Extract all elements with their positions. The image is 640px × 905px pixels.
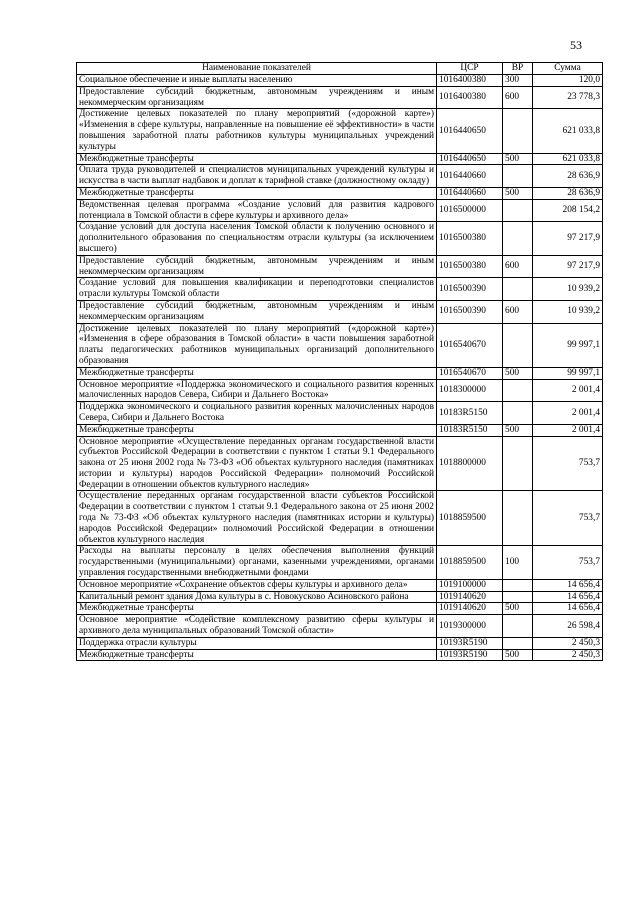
- table-row: [77, 591, 603, 603]
- row-vr-cell: [503, 379, 533, 402]
- table-row: [77, 153, 603, 165]
- table-row: [77, 491, 603, 546]
- row-csr-cell: 1016440660: [437, 165, 503, 188]
- row-csr-cell: 1016500000: [437, 199, 503, 222]
- row-name-cell: Поддержка отрасли культуры: [77, 637, 437, 649]
- row-sum-cell: 26 598,4: [533, 615, 603, 638]
- row-name-cell: Социальное обеспечение и иные выплаты населению: [77, 75, 437, 87]
- header-vr: ВР: [503, 63, 533, 75]
- row-vr-cell: 500: [503, 187, 533, 199]
- row-csr-cell: 1016500390: [437, 278, 503, 301]
- row-name-cell: Межбюджетные трансферты: [77, 424, 437, 436]
- row-vr-cell: [503, 323, 533, 367]
- table-header-row: [77, 63, 603, 75]
- row-csr-cell: 1018800000: [437, 436, 503, 491]
- row-vr-cell: 300: [503, 75, 533, 87]
- header-sum: Сумма: [533, 63, 603, 75]
- row-csr-cell: 1016440660: [437, 187, 503, 199]
- table-row: [77, 579, 603, 591]
- row-sum-cell: 120,0: [533, 75, 603, 87]
- row-name-cell: Межбюджетные трансферты: [77, 153, 437, 165]
- table-row: [77, 649, 603, 661]
- row-sum-cell: 99 997,1: [533, 367, 603, 379]
- row-sum-cell: 97 217,9: [533, 255, 603, 278]
- row-sum-cell: 753,7: [533, 491, 603, 546]
- row-vr-cell: 500: [503, 367, 533, 379]
- row-sum-cell: 621 033,8: [533, 153, 603, 165]
- row-name-cell: Предоставление субсидий бюджетным, автономным учреждениям и иным некоммерческим организациям: [77, 300, 437, 323]
- row-csr-cell: 10183R5150: [437, 402, 503, 425]
- table-row: [77, 424, 603, 436]
- row-vr-cell: 500: [503, 424, 533, 436]
- row-csr-cell: 1019100000: [437, 579, 503, 591]
- row-csr-cell: 1018859500: [437, 546, 503, 579]
- row-csr-cell: 1016540670: [437, 323, 503, 367]
- table-row: [77, 323, 603, 367]
- row-csr-cell: 1016540670: [437, 367, 503, 379]
- row-name-cell: Предоставление субсидий бюджетным, автономным учреждениям и иным некоммерческим организациям: [77, 86, 437, 109]
- row-sum-cell: 10 939,2: [533, 300, 603, 323]
- row-sum-cell: 2 001,4: [533, 379, 603, 402]
- row-name-cell: Предоставление субсидий бюджетным, автономным учреждениям и иным некоммерческим организациям: [77, 255, 437, 278]
- row-vr-cell: 600: [503, 86, 533, 109]
- row-vr-cell: [503, 579, 533, 591]
- row-name-cell: Создание условий для доступа населения Томской области к получению основного и дополнительного образования по специальностям отрасли культуры (за исключением высшего): [77, 222, 437, 255]
- table-row: [77, 199, 603, 222]
- row-vr-cell: 100: [503, 546, 533, 579]
- row-csr-cell: 1018300000: [437, 379, 503, 402]
- table-row: [77, 436, 603, 491]
- row-sum-cell: 97 217,9: [533, 222, 603, 255]
- row-name-cell: Создание условий для повышения квалификации и переподготовки специалистов отрасли культуры Томской области: [77, 278, 437, 301]
- row-name-cell: Расходы на выплаты персоналу в целях обеспечения выполнения функций государственными (муниципальными) органами, казенными учреждениями, органами управления государственными внебюджетными фондами: [77, 546, 437, 579]
- row-name-cell: Ведомственная целевая программа «Создание условий для развития кадрового потенциала в Томской области в сфере культуры и архивного дела»: [77, 199, 437, 222]
- table-row: [77, 402, 603, 425]
- row-csr-cell: 1019140620: [437, 603, 503, 615]
- row-name-cell: Межбюджетные трансферты: [77, 603, 437, 615]
- row-sum-cell: 23 778,3: [533, 86, 603, 109]
- row-name-cell: Основное мероприятие «Осуществление переданных органам государственной власти субъектов Российской Федерации в соответствии с пунктом 1 статьи 9.1 Федерального закона от 25 июня 2002 года № 73-ФЗ «Об объектах культурного наследия (памятниках истории и культуры) народов Российской Федерации» полномочий Российской Федерации в отношении объектов культурного наследия»: [77, 436, 437, 491]
- row-sum-cell: 753,7: [533, 546, 603, 579]
- row-sum-cell: 208 154,2: [533, 199, 603, 222]
- header-csr: ЦСР: [437, 63, 503, 75]
- table-row: [77, 222, 603, 255]
- table-body: [77, 75, 603, 661]
- page-number: 53: [570, 38, 582, 52]
- row-csr-cell: 1016400380: [437, 75, 503, 87]
- row-csr-cell: 1016500380: [437, 255, 503, 278]
- table-row: [77, 109, 603, 153]
- row-vr-cell: 600: [503, 255, 533, 278]
- row-vr-cell: [503, 165, 533, 188]
- row-sum-cell: 10 939,2: [533, 278, 603, 301]
- row-sum-cell: 28 636,9: [533, 165, 603, 188]
- row-vr-cell: [503, 436, 533, 491]
- table-row: [77, 546, 603, 579]
- row-csr-cell: 1019140620: [437, 591, 503, 603]
- table-row: [77, 255, 603, 278]
- row-sum-cell: 2 450,3: [533, 649, 603, 661]
- row-vr-cell: [503, 222, 533, 255]
- table-row: [77, 278, 603, 301]
- row-name-cell: Межбюджетные трансферты: [77, 649, 437, 661]
- row-vr-cell: 500: [503, 153, 533, 165]
- table-row: [77, 379, 603, 402]
- row-vr-cell: [503, 491, 533, 546]
- row-csr-cell: 1018859500: [437, 491, 503, 546]
- table-row: [77, 615, 603, 638]
- row-name-cell: Капитальный ремонт здания Дома культуры в с. Новокусково Асиновского района: [77, 591, 437, 603]
- row-vr-cell: [503, 109, 533, 153]
- table-row: [77, 75, 603, 87]
- table-row: [77, 637, 603, 649]
- table-row: [77, 187, 603, 199]
- row-vr-cell: [503, 615, 533, 638]
- row-csr-cell: 1016500380: [437, 222, 503, 255]
- budget-table: [76, 62, 603, 661]
- row-sum-cell: 28 636,9: [533, 187, 603, 199]
- row-name-cell: Основное мероприятие «Содействие комплексному развитию сферы культуры и архивного дела муниципальных образований Томской области»: [77, 615, 437, 638]
- row-sum-cell: 753,7: [533, 436, 603, 491]
- row-sum-cell: 14 656,4: [533, 591, 603, 603]
- row-sum-cell: 14 656,4: [533, 603, 603, 615]
- row-csr-cell: 10193R5190: [437, 637, 503, 649]
- row-name-cell: Межбюджетные трансферты: [77, 367, 437, 379]
- row-sum-cell: 14 656,4: [533, 579, 603, 591]
- row-name-cell: Основное мероприятие «Поддержка экономического и социального развития коренных малочисленных народов Севера, Сибири и Дальнего Востока»: [77, 379, 437, 402]
- row-name-cell: Достижение целевых показателей по плану мероприятий («дорожной карте») «Изменения в сфере культуры, направленные на повышение её эффективности» в части повышения заработной платы работников культуры муниципальных учреждений культуры: [77, 109, 437, 153]
- row-csr-cell: 1016400380: [437, 86, 503, 109]
- row-vr-cell: 500: [503, 603, 533, 615]
- row-csr-cell: 1016440650: [437, 109, 503, 153]
- header-name: Наименование показателей: [77, 63, 437, 75]
- row-csr-cell: 10193R5190: [437, 649, 503, 661]
- row-vr-cell: 500: [503, 649, 533, 661]
- row-vr-cell: [503, 637, 533, 649]
- table-row: [77, 603, 603, 615]
- row-vr-cell: [503, 199, 533, 222]
- row-name-cell: Достижение целевых показателей по плану мероприятий («дорожной карте») «Изменения в сфере образования в Томской области» в части повышения заработной платы педагогических работников муниципальных организаций дополнительного образования: [77, 323, 437, 367]
- row-csr-cell: 10183R5150: [437, 424, 503, 436]
- row-vr-cell: [503, 591, 533, 603]
- row-sum-cell: 99 997,1: [533, 323, 603, 367]
- row-name-cell: Поддержка экономического и социального развития коренных малочисленных народов Севера, Сибири и Дальнего Востока: [77, 402, 437, 425]
- table-row: [77, 367, 603, 379]
- row-name-cell: Основное мероприятие «Сохранение объектов сферы культуры и архивного дела»: [77, 579, 437, 591]
- row-name-cell: Оплата труда руководителей и специалистов муниципальных учреждений культуры и искусства в части выплат надбавок и доплат к тарифной ставке (должностному окладу): [77, 165, 437, 188]
- row-csr-cell: 1016500390: [437, 300, 503, 323]
- table-row: [77, 165, 603, 188]
- table-row: [77, 300, 603, 323]
- row-vr-cell: 600: [503, 300, 533, 323]
- row-csr-cell: 1016440650: [437, 153, 503, 165]
- row-vr-cell: [503, 278, 533, 301]
- row-sum-cell: 2 001,4: [533, 402, 603, 425]
- row-sum-cell: 2 450,3: [533, 637, 603, 649]
- row-name-cell: Осуществление переданных органам государственной власти субъектов Российской Федерации в соответствии с пунктом 1 статьи 9.1 Федерального закона от 25 июня 2002 года № 73-ФЗ «Об объектах культурного наследия (памятниках истории и культуры) народов Российской Федерации» полномочий Российской Федерации в отношении объектов культурного наследия: [77, 491, 437, 546]
- row-name-cell: Межбюджетные трансферты: [77, 187, 437, 199]
- row-sum-cell: 2 001,4: [533, 424, 603, 436]
- row-vr-cell: [503, 402, 533, 425]
- row-csr-cell: 1019300000: [437, 615, 503, 638]
- table-row: [77, 86, 603, 109]
- row-sum-cell: 621 033,8: [533, 109, 603, 153]
